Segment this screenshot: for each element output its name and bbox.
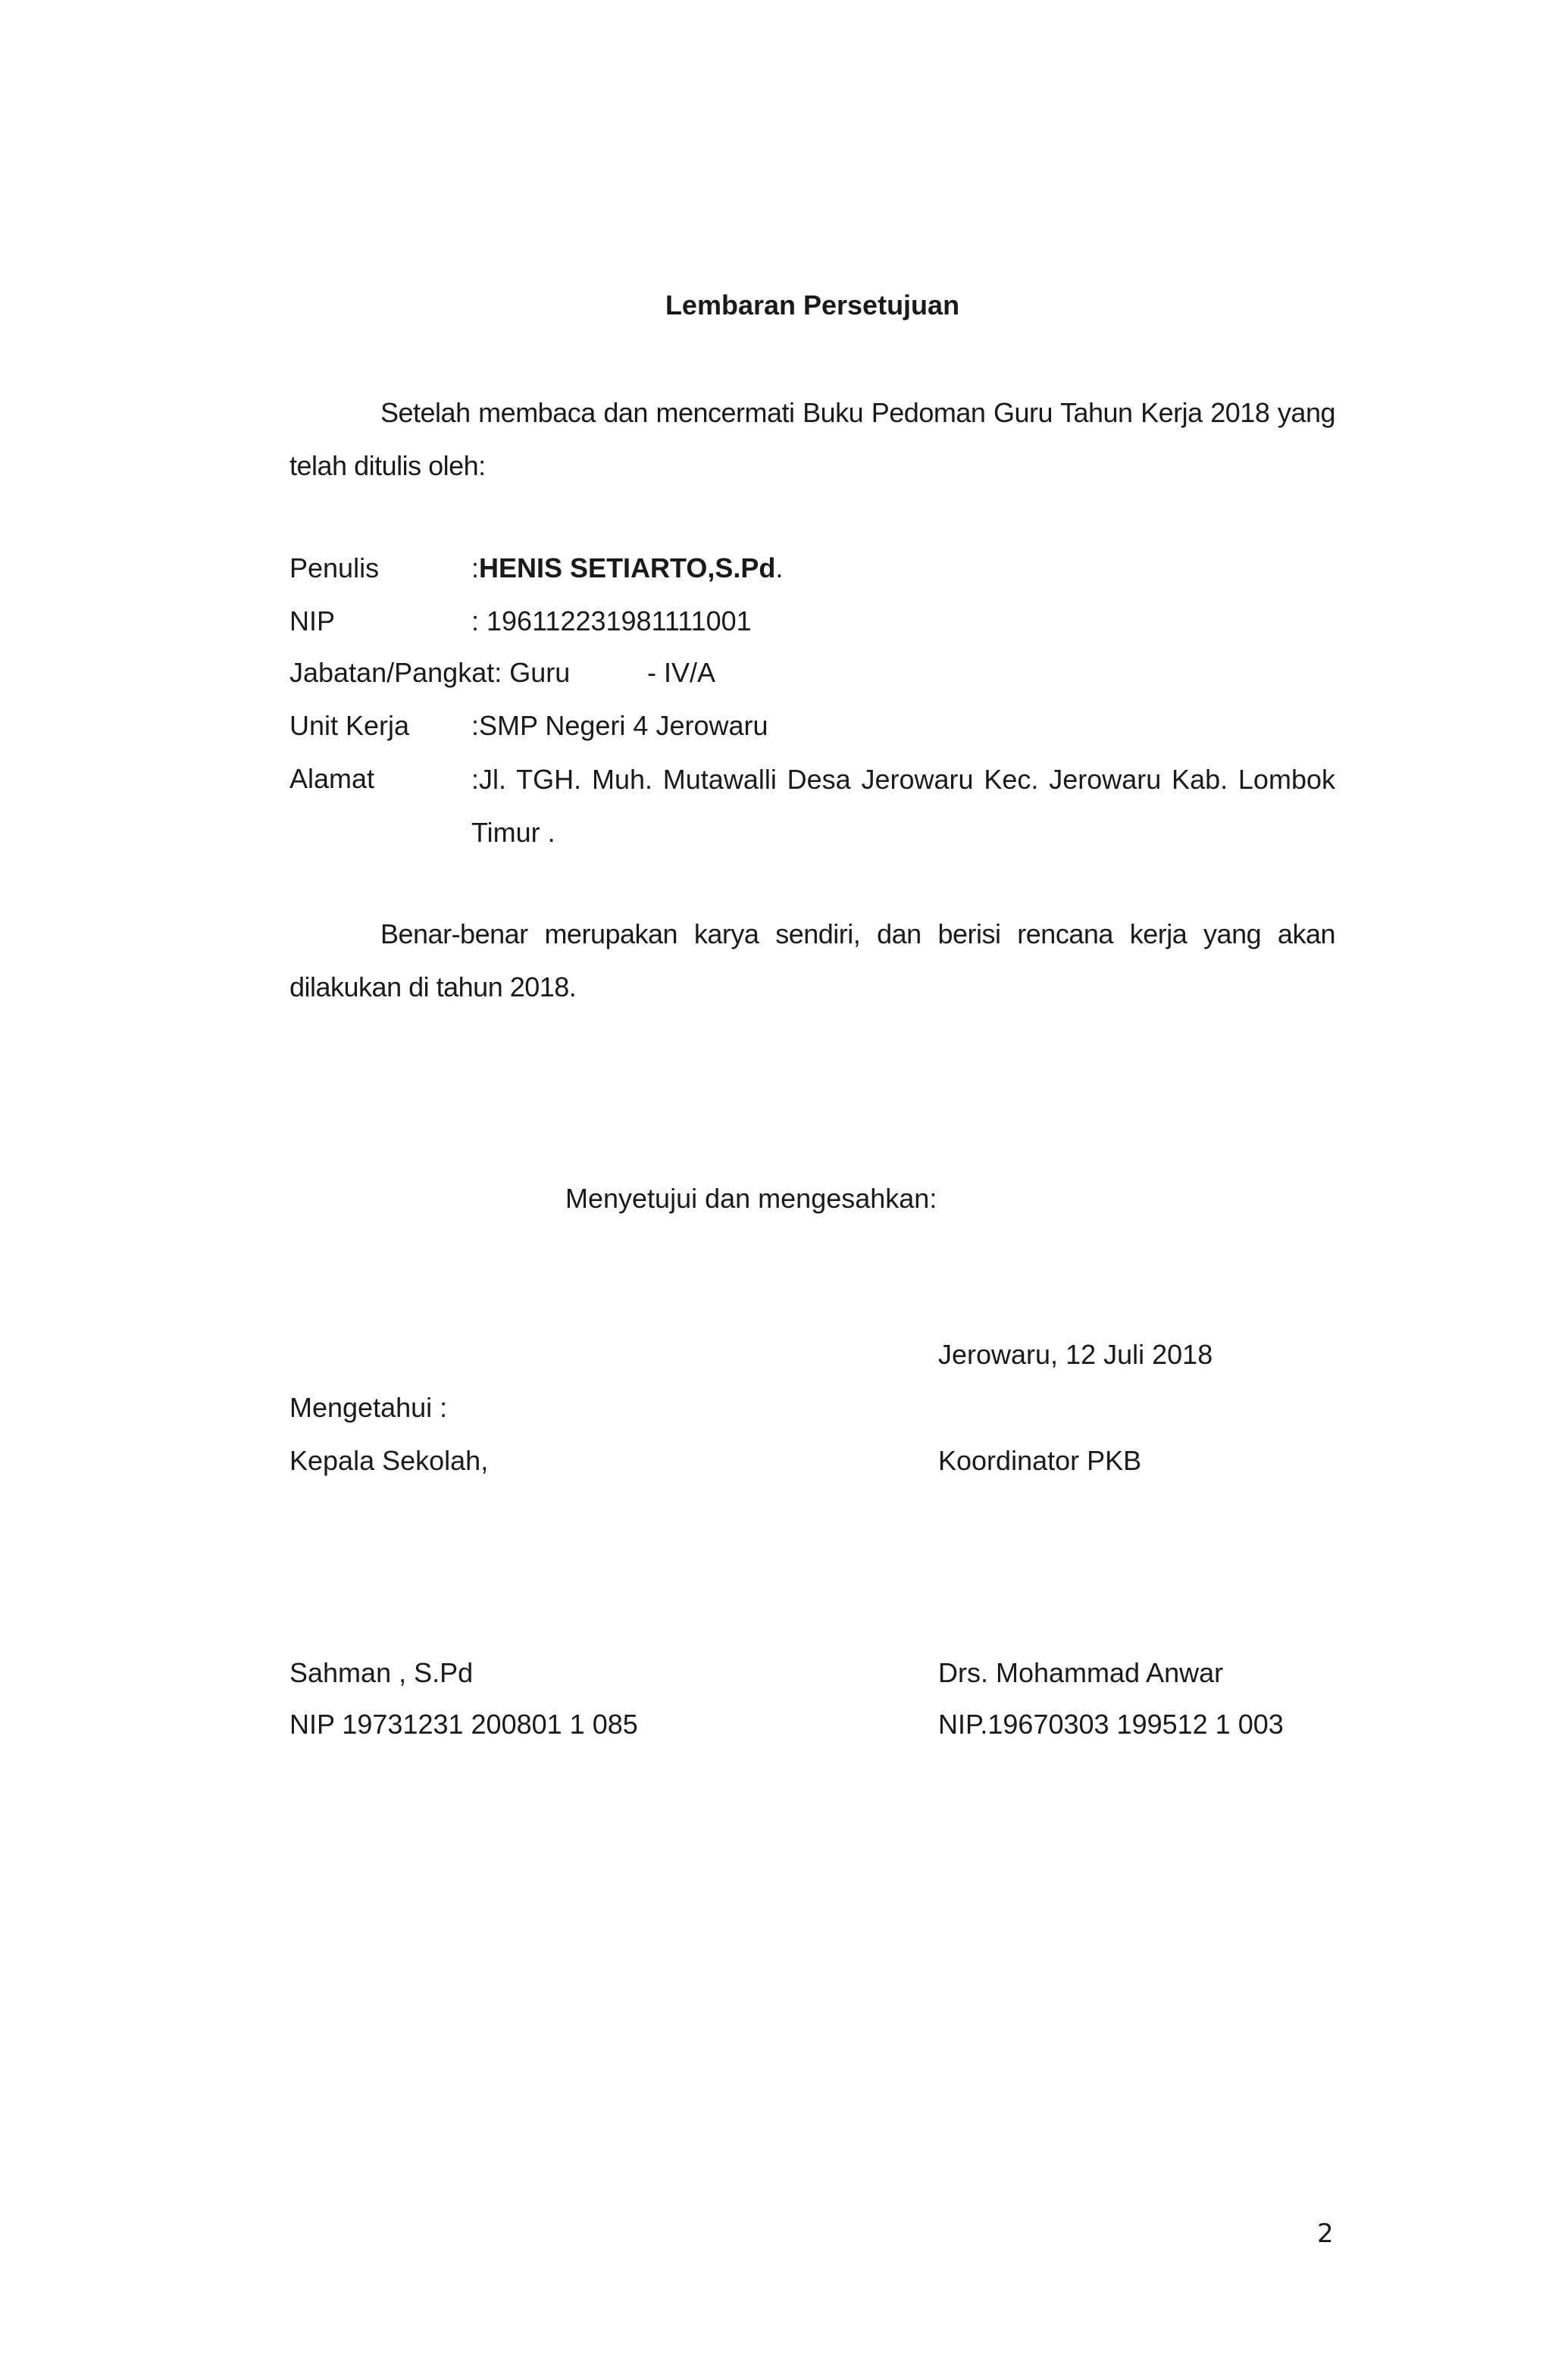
field-jabatan-label: Jabatan/Pangkat: Guru (289, 657, 571, 688)
field-penulis (289, 552, 1335, 597)
statement-paragraph: Benar-benar merupakan karya sendiri, dan berisi rencana kerja yang akan dilakukan di tahun 2018. (289, 918, 1335, 1002)
field-unit-kerja-value: :SMP Negeri 4 Jerowaru (471, 710, 768, 741)
field-penulis-label: Penulis (289, 552, 380, 583)
field-nip (289, 605, 1335, 650)
page-title: Lembaran Persetujuan (665, 289, 960, 321)
mengetahui-label: Mengetahui : (289, 1392, 448, 1423)
left-signatory-role: Kepala Sekolah, (289, 1445, 489, 1476)
field-unit-kerja (289, 709, 1335, 755)
field-jabatan (289, 656, 1335, 702)
page-number: 2 (1317, 2219, 1334, 2249)
field-penulis-value: :HENIS SETIARTO,S.Pd. (471, 552, 784, 583)
field-jabatan-value: - IV/A (647, 657, 716, 688)
right-signatory-nip: NIP.19670303 199512 1 003 (938, 1709, 1284, 1740)
left-signatory-nip: NIP 19731231 200801 1 085 (289, 1709, 638, 1740)
field-alamat-label: Alamat (289, 763, 375, 794)
field-nip-label: NIP (289, 605, 336, 636)
field-alamat-value: :Jl. TGH. Muh. Mutawalli Desa Jerowaru Kec. Jerowaru Kab. Lombok Timur . (471, 764, 1335, 848)
approval-line: Menyetujui dan mengesahkan: (565, 1183, 937, 1214)
right-signatory-name: Drs. Mohammad Anwar (938, 1657, 1224, 1688)
field-unit-kerja-label: Unit Kerja (289, 710, 410, 741)
place-date: Jerowaru, 12 Juli 2018 (938, 1339, 1213, 1370)
field-nip-value: : 196112231981111001 (471, 605, 752, 636)
left-signatory-name: Sahman , S.Pd (289, 1657, 474, 1688)
intro-paragraph: Setelah membaca dan mencermati Buku Pedoman Guru Tahun Kerja 2018 yang telah ditulis oleh: (289, 397, 1335, 481)
right-signatory-role: Koordinator PKB (938, 1445, 1142, 1476)
